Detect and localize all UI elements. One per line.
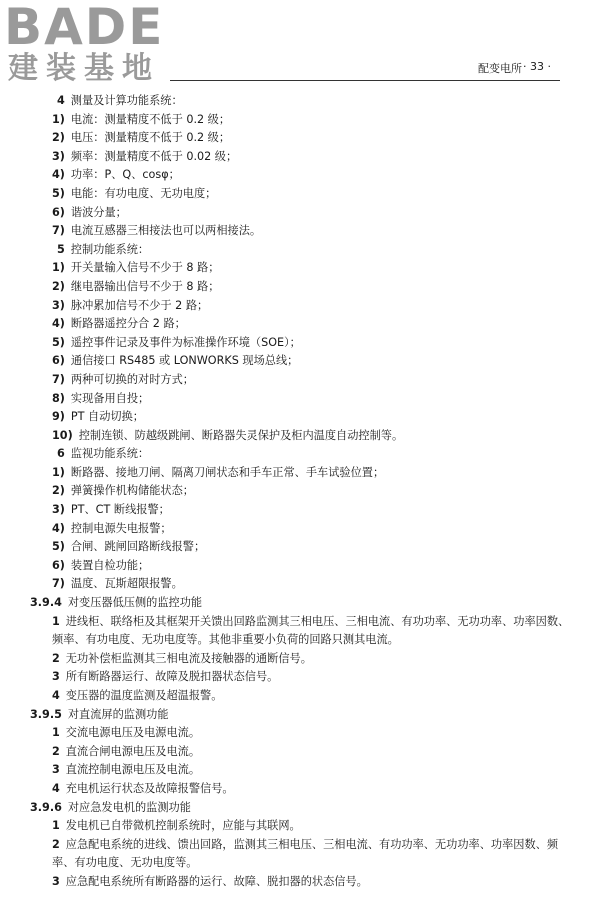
line-number: 7): [52, 577, 65, 591]
text-line: [30, 873, 570, 892]
line-text: 通信接口 RS485 或 LONWORKS 现场总线；: [70, 354, 299, 368]
text-line: [30, 557, 570, 576]
text-line: [30, 482, 570, 501]
line-number: 3): [52, 298, 65, 312]
text-line: [30, 538, 570, 557]
text-line: [30, 148, 570, 167]
text-line: [30, 334, 570, 353]
line-number: 10): [52, 428, 73, 442]
line-number: 1): [52, 465, 65, 479]
line-text: 电流互感器三相接法也可以两相接法。: [70, 224, 262, 238]
line-number: 3: [52, 670, 60, 684]
text-line: [30, 687, 570, 706]
text-line: [30, 613, 570, 650]
line-text: 两种可切换的对时方式；: [70, 372, 194, 386]
section-heading: [30, 706, 570, 725]
line-number: 3): [52, 149, 65, 163]
line-text: 继电器输出信号不少于 8 路；: [70, 279, 220, 293]
document-body: [30, 92, 570, 892]
line-text: 对变压器低压侧的监控功能: [67, 596, 203, 610]
line-number: 7): [52, 372, 65, 386]
line-number: 4: [52, 689, 60, 702]
line-number: 4): [52, 317, 65, 331]
line-text: 开关量输入信号不少于 8 路；: [70, 261, 220, 275]
text-line: [30, 278, 570, 297]
line-text: 断路器遥控分合 2 路；: [70, 317, 186, 331]
line-text: 谐波分量；: [70, 205, 127, 219]
text-line: [30, 780, 570, 799]
text-line: [30, 743, 570, 762]
line-text: 变压器的温度监测及超温报警。: [65, 689, 223, 702]
text-line: [30, 241, 570, 260]
header-rule: [170, 80, 560, 81]
text-line: [30, 427, 570, 446]
line-text: 实现备用自投；: [70, 391, 150, 405]
line-number: 3: [52, 763, 60, 777]
section-heading: [30, 594, 570, 613]
line-text: 电能：有功电度、无功电度；: [70, 186, 217, 200]
line-number: 3.9.5: [30, 707, 62, 721]
text-line: [30, 352, 570, 371]
line-text: PT、CT 断线报警；: [70, 503, 170, 517]
text-line: [30, 390, 570, 409]
line-number: 4): [52, 168, 65, 182]
line-text: PT 自动切换；: [70, 410, 144, 424]
line-text: 遥控事件记录及事件为标准操作环境（SOE）；: [70, 335, 301, 349]
line-number: 1): [52, 112, 65, 126]
line-number: 6): [52, 205, 65, 219]
line-number: 1: [52, 819, 60, 833]
line-text: 装置自检功能；: [70, 558, 150, 572]
line-number: 6: [57, 447, 65, 461]
text-line: [30, 445, 570, 464]
line-number: 3.9.4: [30, 596, 62, 610]
line-text: 无功补偿柜监测其三相电流及接触器的通断信号。: [65, 651, 312, 665]
text-line: [30, 501, 570, 520]
text-line: [30, 297, 570, 316]
line-text: 应急配电系统的进线、馈出回路，监测其三相电压、三相电流、有功功率、无功功率、功率因数、频率、有功电度、无功电度等。: [52, 837, 559, 870]
line-text: 频率：测量精度不低于 0.02 级；: [70, 149, 238, 163]
line-text: 断路器、接地刀闸、隔离刀闸状态和手车正常、手车试验位置；: [70, 465, 385, 479]
line-text: 控制电源失电报警；: [70, 521, 172, 535]
text-line: [30, 575, 570, 594]
line-number: 6): [52, 354, 65, 368]
line-text: 所有断路器运行、故障及脱扣器状态信号。: [65, 670, 279, 684]
line-text: 温度、瓦斯超限报警。: [70, 577, 183, 591]
text-line: [30, 129, 570, 148]
text-line: [30, 408, 570, 427]
page-number: · 33 ·: [523, 60, 551, 73]
logo: [4, 2, 179, 90]
line-text: 对应急发电机的监测功能: [67, 800, 191, 814]
text-line: [30, 464, 570, 483]
section-heading: [30, 799, 570, 818]
line-text: 脉冲累加信号不少于 2 路；: [70, 298, 209, 312]
line-text: 进线柜、联络柜及其框架开关馈出回路监测其三相电压、三相电流、有功功率、无功功率、功率因数、频率、有功电度、无功电度等。其他非重要小负荷的回路只测其电流。: [52, 614, 570, 647]
line-number: 5): [52, 186, 65, 200]
line-text: 直流合闸电源电压及电流。: [65, 744, 201, 758]
line-number: 6): [52, 558, 65, 572]
line-text: 发电机已自带微机控制系统时，应能与其联网。: [65, 819, 301, 833]
line-number: 8): [52, 391, 65, 405]
text-line: [30, 520, 570, 539]
text-line: [30, 668, 570, 687]
line-number: 9): [52, 410, 65, 424]
text-line: [30, 166, 570, 185]
line-text: 电流：测量精度不低于 0.2 级；: [70, 112, 231, 126]
text-line: [30, 836, 570, 873]
line-number: 7): [52, 224, 65, 238]
header-section: 配变电所: [478, 62, 522, 75]
logo-brand: BADE: [4, 0, 165, 56]
line-text: 应急配电系统所有断路器的运行、故障、脱扣器的状态信号。: [65, 874, 368, 888]
text-line: [30, 315, 570, 334]
line-number: 1): [52, 261, 65, 275]
line-number: 2: [52, 744, 60, 758]
text-line: [30, 222, 570, 241]
line-number: 2): [52, 131, 65, 145]
line-number: 2: [52, 651, 60, 665]
text-line: [30, 111, 570, 130]
line-text: 交流电源电压及电源电流。: [65, 726, 201, 740]
line-text: 充电机运行状态及故障报警信号。: [65, 781, 234, 795]
line-number: 3): [52, 503, 65, 517]
text-line: [30, 92, 570, 111]
line-text: 弹簧操作机构储能状态；: [70, 484, 194, 498]
line-text: 对直流屏的监测功能: [67, 707, 169, 721]
text-line: [30, 204, 570, 223]
line-text: 监视功能系统：: [70, 447, 150, 461]
text-line: [30, 371, 570, 390]
line-text: 电压：测量精度不低于 0.2 级；: [70, 131, 231, 145]
text-line: [30, 259, 570, 278]
line-text: 合闸、跳闸回路断线报警；: [70, 540, 206, 554]
text-line: [30, 185, 570, 204]
logo-sub: 建装基地: [8, 51, 160, 86]
line-number: 4): [52, 521, 65, 535]
text-line: [30, 650, 570, 669]
line-number: 1: [52, 614, 60, 628]
line-text: 直流控制电源电压及电流。: [65, 763, 201, 777]
line-number: 2): [52, 279, 65, 293]
line-number: 4: [57, 94, 65, 107]
line-number: 3.9.6: [30, 800, 62, 814]
line-number: 1: [52, 726, 60, 740]
line-number: 5: [57, 242, 65, 256]
text-line: [30, 761, 570, 780]
line-number: 5): [52, 540, 65, 554]
line-number: 2: [52, 837, 60, 851]
line-number: 2): [52, 484, 65, 498]
line-text: 测量及计算功能系统：: [70, 94, 183, 107]
line-number: 4: [52, 781, 60, 795]
line-text: 控制连锁、防越级跳闸、断路器失灵保护及柜内温度自动控制等。: [78, 428, 404, 442]
line-text: 控制功能系统：: [70, 242, 150, 256]
line-number: 5): [52, 335, 65, 349]
line-text: 功率：P、Q、cosφ；: [70, 168, 180, 182]
text-line: [30, 724, 570, 743]
line-number: 3: [52, 874, 60, 888]
text-line: [30, 817, 570, 836]
